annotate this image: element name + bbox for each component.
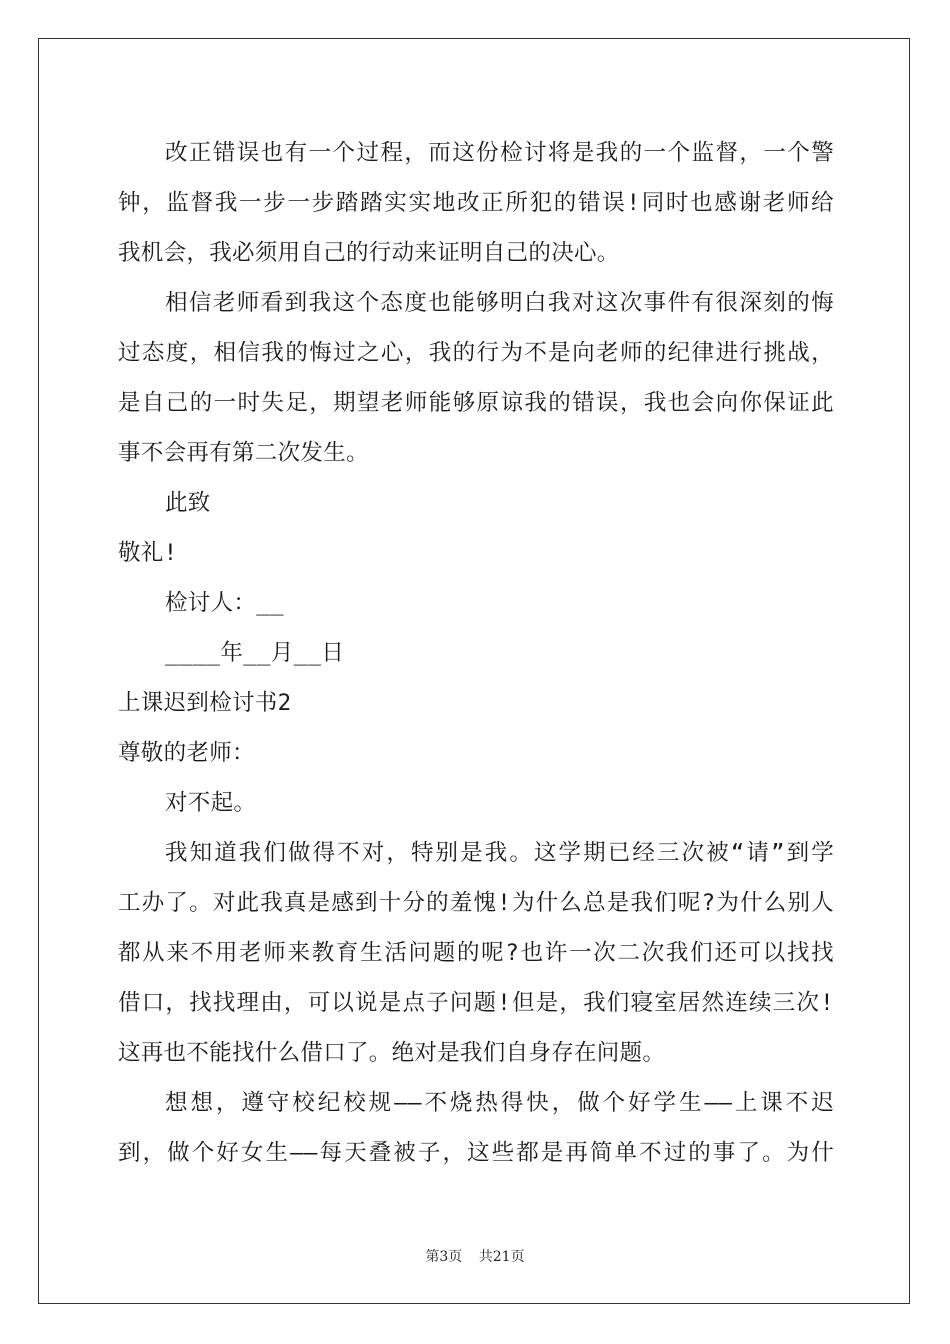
text-line: 事不会再有第二次发生。 xyxy=(118,440,369,466)
page-number: 第3页 xyxy=(425,1249,463,1265)
text-line: 这再也不能找什么借口了。绝对是我们自身存在问题。 xyxy=(118,1040,666,1066)
text-line: 工办了。对此我真是感到十分的羞愧!为什么总是我们呢?为什么别人 xyxy=(118,890,834,916)
text-line: 改正错误也有一个过程，而这份检讨将是我的一个监督，一个警 xyxy=(165,140,834,166)
text-line: 都从来不用老师来教育生活问题的呢?也许一次二次我们还可以找找 xyxy=(118,940,834,966)
text-line: 借口，找找理由，可以说是点子问题!但是，我们寝室居然连续三次! xyxy=(118,990,834,1016)
text-line: 想想，遵守校纪校规——不烧热得快，做个好学生——上课不迟 xyxy=(165,1090,834,1116)
text-line: 尊敬的老师： xyxy=(118,740,255,766)
text-line: 我机会，我必须用自己的行动来证明自己的决心。 xyxy=(118,240,620,266)
text-line: 相信老师看到我这个态度也能够明白我对这次事件有很深刻的悔 xyxy=(165,290,834,316)
text-line: 我知道我们做得不对，特别是我。这学期已经三次被“请”到学 xyxy=(165,840,834,866)
text-line: 对不起。 xyxy=(165,790,257,816)
page-footer xyxy=(0,1246,950,1266)
text-line: 上课迟到检讨书2 xyxy=(118,690,292,716)
text-line: 到，做个好女生——每天叠被子，这些都是再简单不过的事了。为什 xyxy=(118,1140,834,1166)
text-line: 钟，监督我一步一步踏踏实实地改正所犯的错误!同时也感谢老师给 xyxy=(118,190,834,216)
text-line: 此致 xyxy=(165,490,211,516)
page-total: 共21页 xyxy=(478,1249,525,1265)
text-line: ____年__月__日 xyxy=(165,640,345,666)
text-line: 检讨人：__ xyxy=(165,590,284,616)
text-line: 过态度，相信我的悔过之心，我的行为不是向老师的纪律进行挑战， xyxy=(118,340,834,366)
text-line: 是自己的一时失足，期望老师能够原谅我的错误，我也会向你保证此 xyxy=(118,390,834,416)
text-line: 敬礼! xyxy=(118,540,178,566)
document-body xyxy=(118,128,834,1178)
